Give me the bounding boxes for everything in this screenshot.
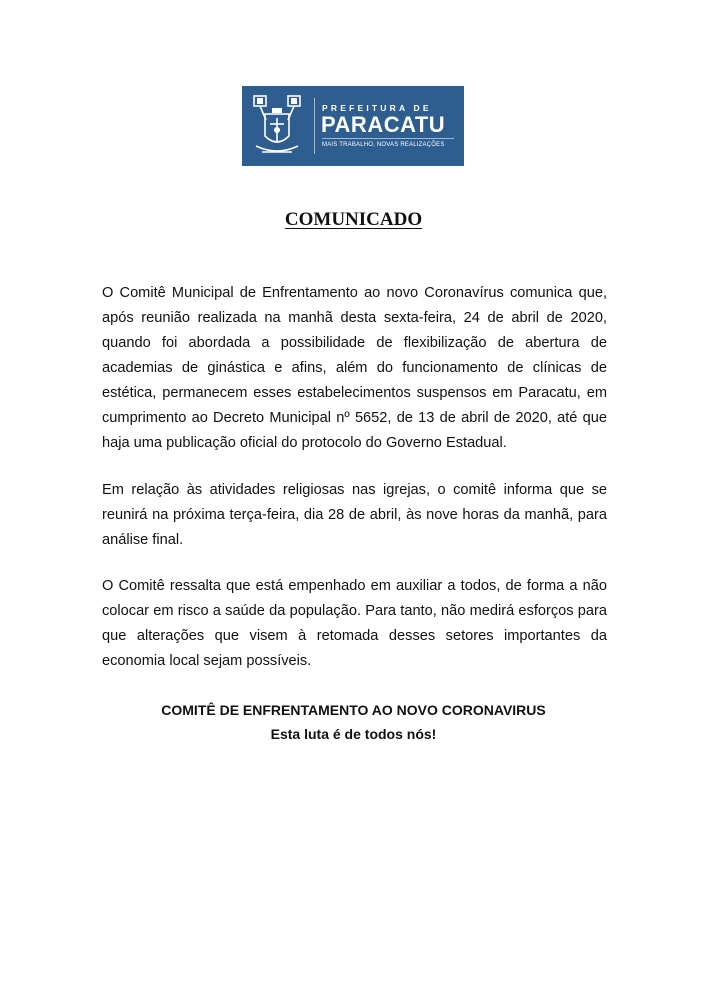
- paragraph-2: Em relação às atividades religiosas nas igrejas, o comitê informa que se reunirá na próxima terça-feira, dia 28 de abril, às nove horas da manhã, para análise final.: [102, 482, 607, 548]
- paragraph-3: O Comitê ressalta que está empenhado em auxiliar a todos, de forma a não colocar em risco a saúde da população. Para tanto, não medirá esforços para que alterações que visem à retomada desses setores importantes da economia local sejam possíveis.: [102, 578, 607, 669]
- logo-text-block: [322, 86, 462, 166]
- logo-divider: [314, 98, 315, 154]
- logo-main-text: PARACATU: [321, 112, 446, 137]
- logo-line: [322, 138, 454, 139]
- coat-of-arms-icon: [248, 90, 306, 162]
- committee-signature: COMITÊ DE ENFRENTAMENTO AO NOVO CORONAVIRUS: [161, 702, 546, 718]
- prefeitura-logo: [242, 86, 464, 166]
- logo-slogan: MAIS TRABALHO, NOVAS REALIZAÇÕES: [322, 142, 445, 148]
- document-title: COMUNICADO: [284, 209, 423, 230]
- logo-top-text: PREFEITURA DE: [322, 103, 432, 113]
- paragraph-1: O Comitê Municipal de Enfrentamento ao novo Coronavírus comunica que, após reunião realizada na manhã desta sexta-feira, 24 de abril de 2020, quando foi abordada a possibilidade de flexibilização de abertura de academias de ginástica e afins, além do funcionamento de clínicas de estética, permanecem esses estabelecimentos suspensos em Paracatu, em cumprimento ao Decreto Municipal nº 5652, de 13 de abril de 2020, até que haja uma publicação oficial do protocolo do Governo Estadual.: [102, 285, 607, 451]
- motto: Esta luta é de todos nós!: [270, 726, 437, 742]
